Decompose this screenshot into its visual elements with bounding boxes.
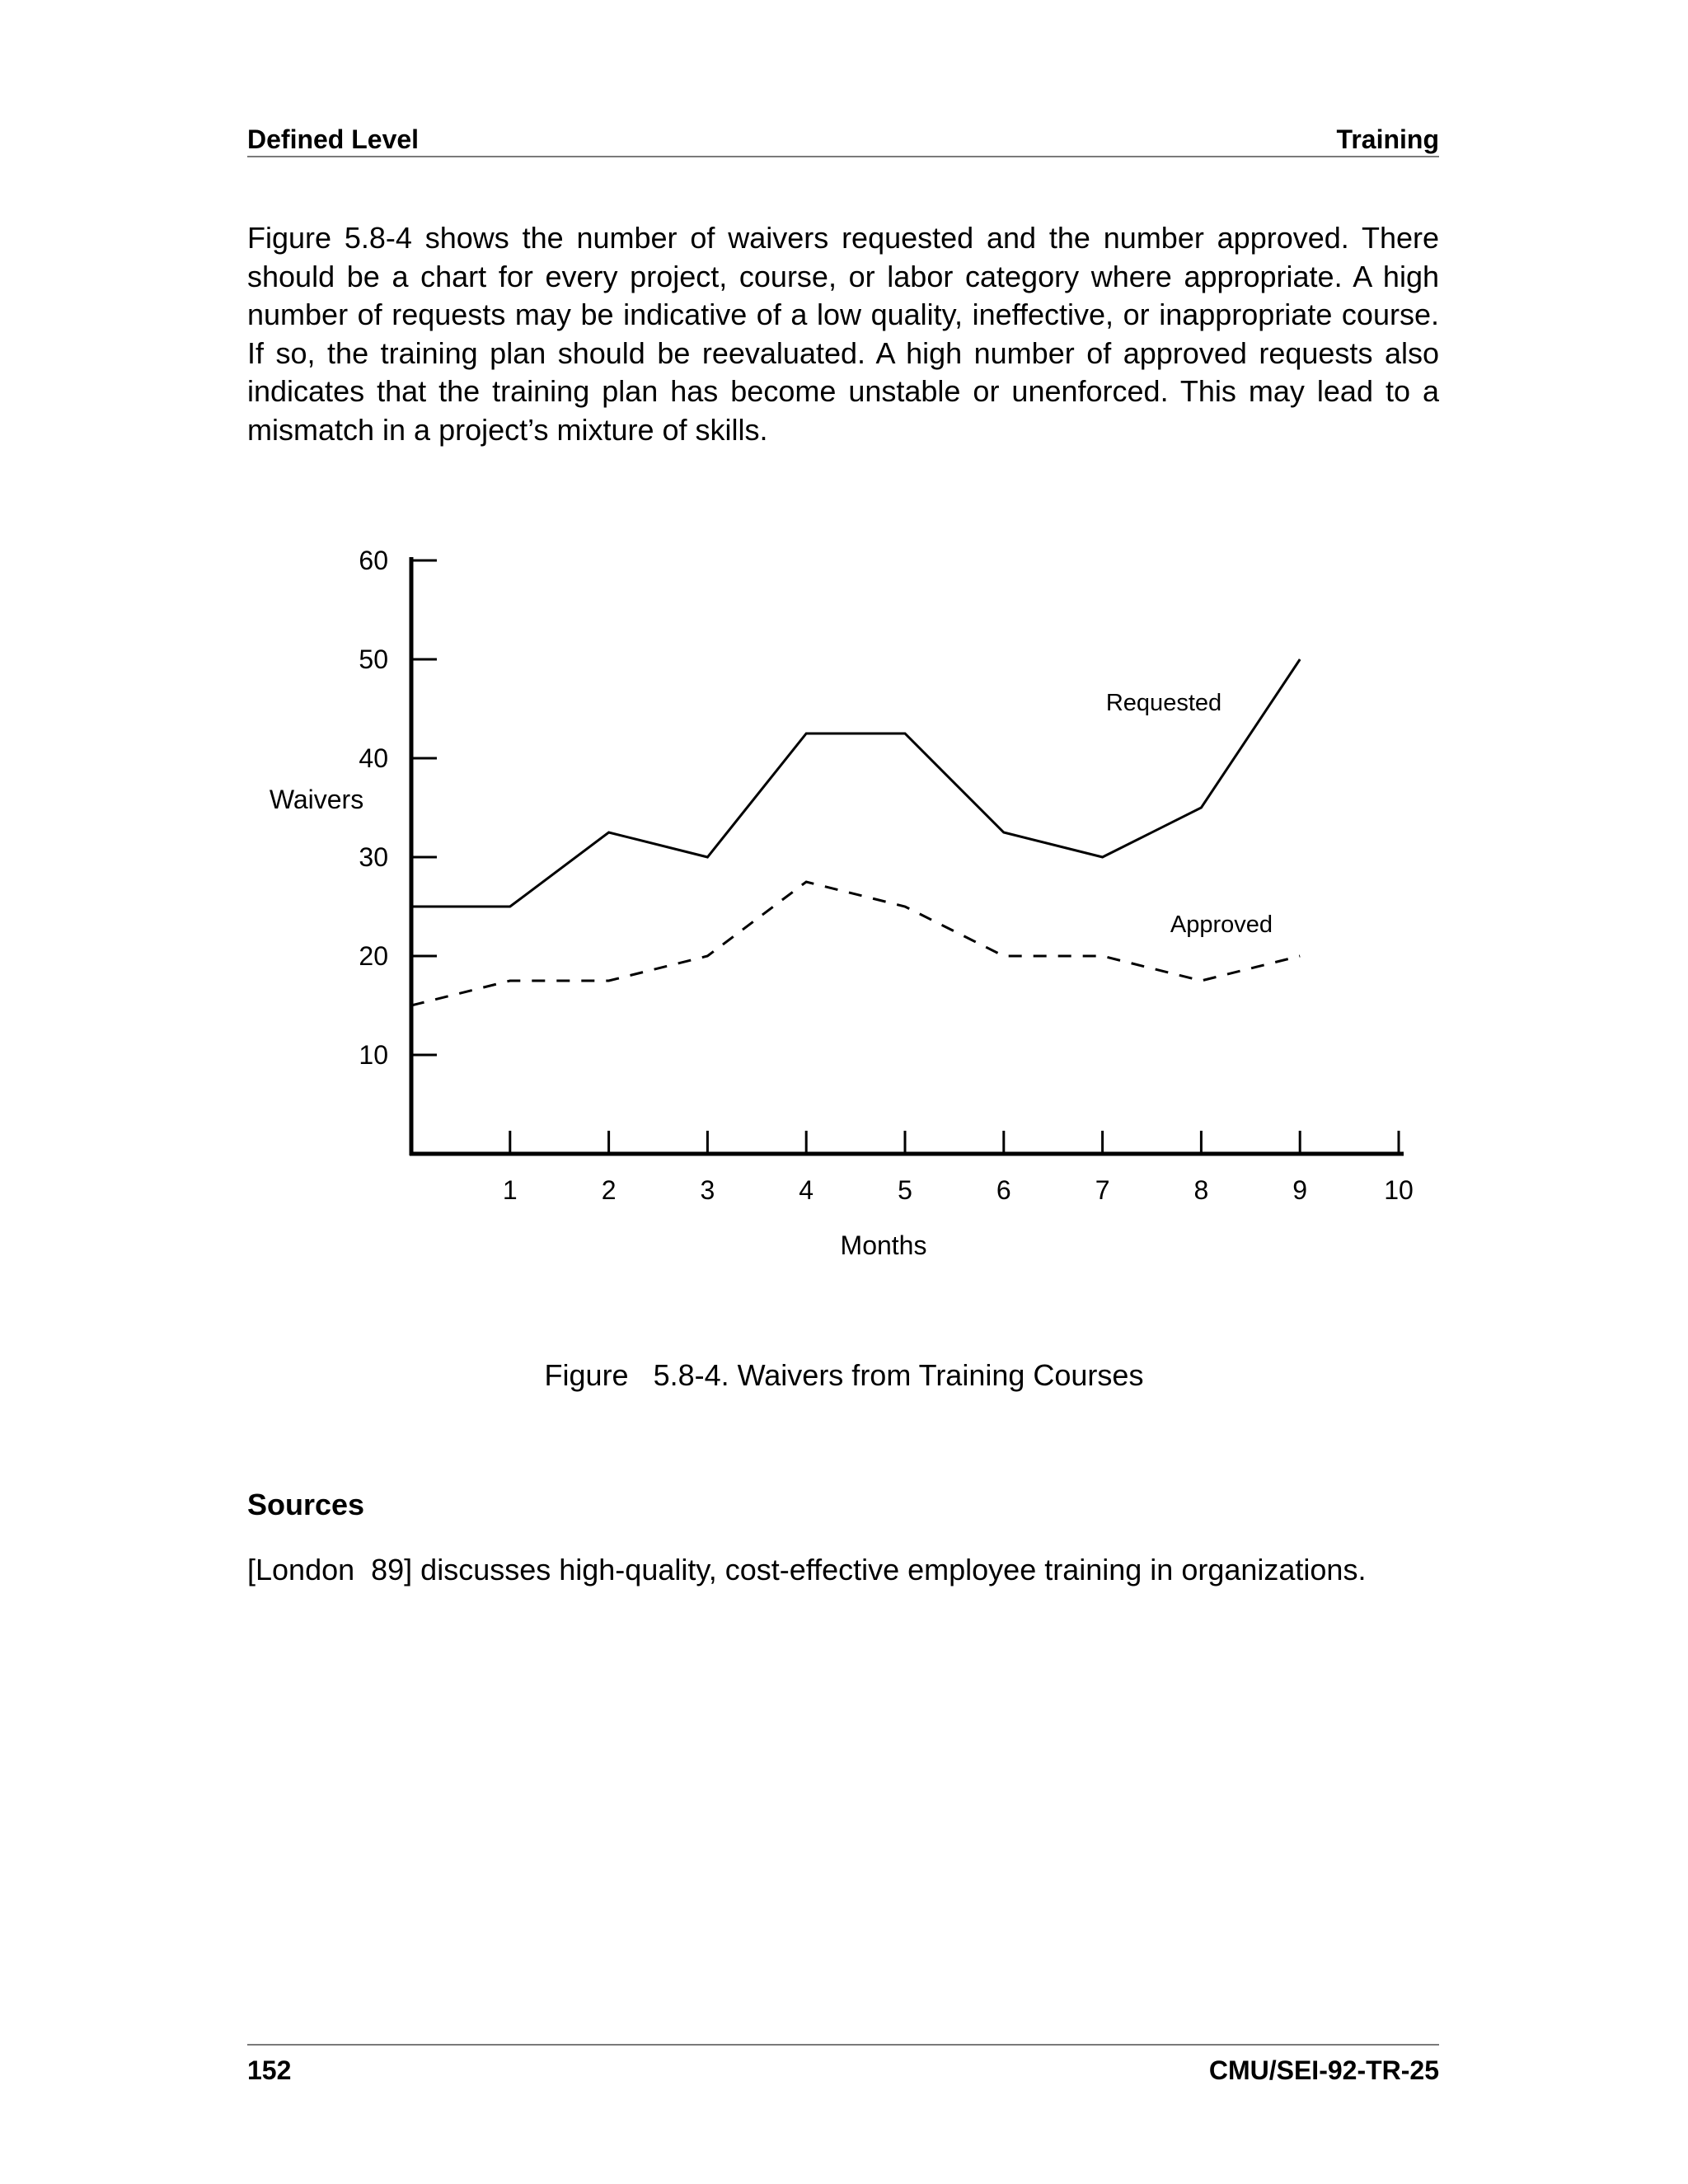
x-tick-label-7: 7 (1095, 1175, 1110, 1205)
series-label-approved: Approved (1170, 912, 1273, 938)
x-tick-label-10: 10 (1384, 1175, 1414, 1205)
x-tick-label-6: 6 (996, 1175, 1011, 1205)
x-tick-label-1: 1 (502, 1175, 518, 1205)
y-tick-label-30: 30 (359, 842, 388, 872)
page-footer (247, 2044, 1439, 2090)
x-tick-label-2: 2 (601, 1175, 617, 1205)
data-point-approved-6 (1001, 954, 1006, 958)
sources-reference: [London 89] discusses high-quality, cost-effective employee training in organizations. (247, 1553, 1367, 1586)
y-axis-ticks (359, 546, 437, 1070)
y-tick-label-50: 50 (359, 644, 388, 674)
data-point-approved-8 (1199, 979, 1203, 983)
x-tick-label-9: 9 (1292, 1175, 1308, 1205)
x-tick-label-4: 4 (799, 1175, 814, 1205)
y-tick-label-10: 10 (359, 1040, 388, 1070)
document-id: CMU/SEI-92-TR-25 (1208, 2055, 1439, 2085)
page-number: 152 (247, 2055, 292, 2085)
y-tick-label-20: 20 (359, 941, 388, 971)
y-tick-label-60: 60 (359, 546, 388, 575)
data-point-approved-7 (1100, 954, 1104, 958)
intro-paragraph: Figure 5.8-4 shows the number of waivers requested and the number approved. There should be a chart for every project, course, or labor category where appropriate. A high number of requests may be indicative of a low quality, ineffective, or inappropriate course. If so, the training plan should be reevaluated. A high number of approved requests also indicates that the training plan has become unstable or unenforced. This may lead to a mismatch in a project’s mixture of skills. (247, 221, 1439, 447)
x-axis-label: Months (840, 1230, 927, 1260)
x-tick-label-8: 8 (1193, 1175, 1209, 1205)
series-line-approved (411, 882, 1300, 1005)
x-tick-label-5: 5 (898, 1175, 912, 1205)
y-axis-label: Waivers (269, 785, 364, 814)
x-tick-label-3: 3 (700, 1175, 715, 1205)
x-axis-ticks (503, 1131, 1414, 1205)
sources-heading: Sources (247, 1488, 365, 1521)
series-label-requested: Requested (1105, 690, 1222, 716)
y-tick-label-40: 40 (359, 743, 388, 773)
figure-caption: Figure 5.8-4. Waivers from Training Courses (544, 1358, 1144, 1392)
header-section-title: Defined Level (247, 124, 420, 154)
header-chapter-title: Training (1336, 124, 1439, 154)
